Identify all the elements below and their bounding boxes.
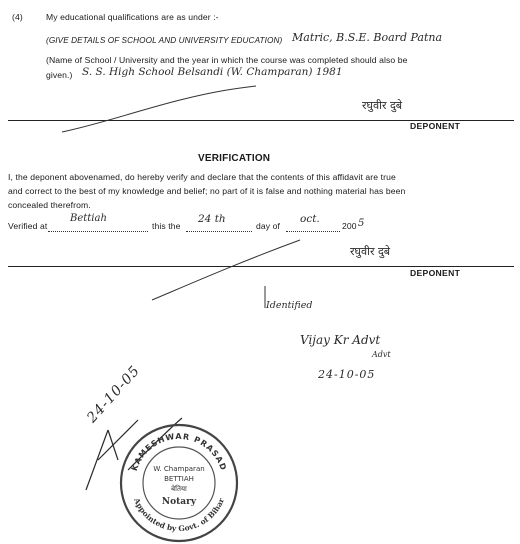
month-dots bbox=[286, 231, 340, 232]
deponent-label-2: DEPONENT bbox=[410, 268, 461, 278]
seal-line-2: BETTIAH bbox=[164, 475, 194, 483]
notary-date: 24-10-05 bbox=[84, 362, 144, 426]
identified-mark bbox=[262, 286, 268, 310]
notary-seal bbox=[118, 422, 240, 544]
qualification-note-line: (Name of School / University and the year in which the course was completed should also be bbox=[46, 55, 408, 65]
deponent-signature-1: रघुवीर दुबे bbox=[362, 99, 403, 112]
verification-body-line-1: I, the deponent abovenamed, do hereby verify and declare that the contents of this affidavit are true bbox=[8, 172, 396, 182]
advocate-signature: Vijay Kr Advt bbox=[300, 333, 381, 347]
deponent-signature-2: रघुवीर दुबे bbox=[350, 245, 391, 258]
this-the-label: this the bbox=[152, 221, 181, 231]
month-handwritten: oct. bbox=[300, 213, 320, 225]
verified-at-dots bbox=[48, 231, 148, 232]
school-handwritten: S. S. High School Belsandi (W. Champaran) 1981 bbox=[82, 66, 343, 78]
place-handwritten: Bettiah bbox=[70, 213, 107, 224]
verification-title: VERIFICATION bbox=[198, 153, 271, 164]
qualification-note-end: given.) bbox=[46, 70, 73, 80]
item-number: (4) bbox=[12, 12, 23, 22]
seal-top-arc: KAMESHWAR PRASAD bbox=[129, 431, 229, 473]
qualification-handwritten: Matric, B.S.E. Board Patna bbox=[292, 31, 443, 44]
day-dots bbox=[186, 231, 252, 232]
advocate-date: 24-10-05 bbox=[318, 368, 376, 381]
qualification-intro: My educational qualifications are as under :- bbox=[46, 12, 219, 22]
year-handwritten: 5 bbox=[358, 218, 365, 229]
strike-scribble-1 bbox=[60, 84, 260, 144]
seal-line-1: W. Champaran bbox=[153, 465, 205, 473]
strike-scribble-2 bbox=[150, 234, 310, 304]
verification-body-line-2: and correct to the best of my knowledge and belief; no part of it is false and nothing material has been bbox=[8, 186, 406, 196]
verified-at-label: Verified at bbox=[8, 221, 48, 231]
verification-body-line-3: concealed therefrom. bbox=[8, 200, 91, 210]
qualification-instruction: (GIVE DETAILS OF SCHOOL AND UNIVERSITY EDUCATION) bbox=[46, 36, 283, 45]
year-prefix: 200 bbox=[342, 221, 357, 231]
advocate-suffix: Advt bbox=[372, 350, 391, 359]
seal-line-3: बेतिया bbox=[171, 485, 187, 493]
day-of-label: day of bbox=[256, 221, 281, 231]
day-handwritten: 24 th bbox=[198, 213, 226, 225]
seal-bottom-arc: Appointed by Govt. of Bihar bbox=[132, 496, 226, 534]
deponent-label-1: DEPONENT bbox=[410, 121, 461, 131]
identified-handwritten: Identified bbox=[266, 300, 313, 311]
seal-line-4: Notary bbox=[161, 497, 197, 507]
